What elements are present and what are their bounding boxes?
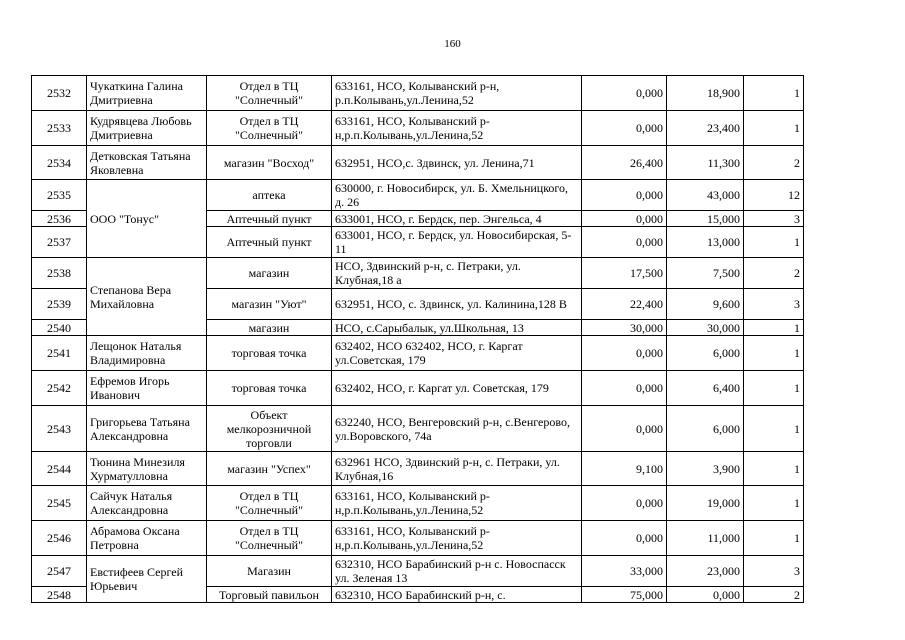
row-number: 2541 (32, 336, 87, 371)
value-1: 0,000 (582, 180, 667, 211)
value-1: 0,000 (582, 336, 667, 371)
table-row (32, 556, 804, 587)
value-1: 33,000 (582, 556, 667, 587)
table-row (32, 371, 804, 406)
address: 632951, НСО, с. Здвинск, ул. Калинина,128 В (332, 289, 582, 320)
object-type: магазин "Уют" (207, 289, 332, 320)
table-row (32, 336, 804, 371)
object-type: Отдел в ТЦ "Солнечный" (207, 76, 332, 111)
table-row (32, 406, 804, 452)
row-number: 2543 (32, 406, 87, 452)
row-number: 2538 (32, 258, 87, 289)
value-1: 26,400 (582, 146, 667, 180)
value-2: 11,300 (667, 146, 744, 180)
value-3: 3 (744, 211, 804, 227)
object-type: аптека (207, 180, 332, 211)
value-3: 1 (744, 521, 804, 556)
object-type: магазин (207, 320, 332, 336)
address: 633161, НСО, Колыванский р-н, р.п.Колывань,ул.Ленина,52 (332, 76, 582, 111)
address: 632310, НСО Барабинский р-н с. Новоспасск ул. Зеленая 13 (332, 556, 582, 587)
object-type: торговая точка (207, 336, 332, 371)
object-type: Отдел в ТЦ "Солнечный" (207, 111, 332, 146)
value-3: 2 (744, 587, 804, 603)
address: 632961 НСО, Здвинский р-н, с. Петраки, ул. Клубная,16 (332, 452, 582, 486)
table-row (32, 76, 804, 111)
object-type: магазин (207, 258, 332, 289)
address: 632402, НСО 632402, НСО, г. Каргат ул.Советская, 179 (332, 336, 582, 371)
owner-name: Чукаткина Галина Дмитриевна (87, 76, 207, 111)
object-type: Отдел в ТЦ "Солнечный" (207, 521, 332, 556)
value-1: 0,000 (582, 371, 667, 406)
value-2: 30,000 (667, 320, 744, 336)
value-2: 19,000 (667, 486, 744, 521)
table-row (32, 486, 804, 521)
value-2: 9,600 (667, 289, 744, 320)
value-2: 6,400 (667, 371, 744, 406)
table-row (32, 111, 804, 146)
value-2: 18,900 (667, 76, 744, 111)
value-3: 1 (744, 76, 804, 111)
row-number: 2537 (32, 227, 87, 258)
object-type: торговая точка (207, 371, 332, 406)
value-2: 11,000 (667, 521, 744, 556)
row-number: 2535 (32, 180, 87, 211)
object-type: магазин "Успех" (207, 452, 332, 486)
address: 633001, НСО, г. Бердск, ул. Новосибирская, 5-11 (332, 227, 582, 258)
value-1: 75,000 (582, 587, 667, 603)
value-2: 0,000 (667, 587, 744, 603)
row-number: 2542 (32, 371, 87, 406)
value-1: 0,000 (582, 486, 667, 521)
row-number: 2539 (32, 289, 87, 320)
value-3: 1 (744, 320, 804, 336)
value-2: 3,900 (667, 452, 744, 486)
owner-name: Детковская Татьяна Яковлевна (87, 146, 207, 180)
owner-name: Абрамова Оксана Петровна (87, 521, 207, 556)
row-number: 2532 (32, 76, 87, 111)
row-number: 2536 (32, 211, 87, 227)
object-type: Аптечный пункт (207, 227, 332, 258)
value-1: 0,000 (582, 76, 667, 111)
address: 632310, НСО Барабинский р-н, с. (332, 587, 582, 603)
value-2: 23,000 (667, 556, 744, 587)
table-row (32, 146, 804, 180)
value-1: 22,400 (582, 289, 667, 320)
value-3: 1 (744, 227, 804, 258)
object-type: Объект мелкорозничной торговли (207, 406, 332, 452)
object-type: магазин "Восход" (207, 146, 332, 180)
address: 633161, НСО, Колыванский р-н,р.п.Колывань,ул.Ленина,52 (332, 486, 582, 521)
value-1: 17,500 (582, 258, 667, 289)
address: НСО, с.Сарыбалык, ул.Школьная, 13 (332, 320, 582, 336)
owner-name: Степанова Вера Михайловна (87, 258, 207, 336)
value-2: 23,400 (667, 111, 744, 146)
value-3: 12 (744, 180, 804, 211)
object-type: Магазин (207, 556, 332, 587)
value-3: 1 (744, 486, 804, 521)
address: 633161, НСО, Колыванский р-н,р.п.Колывань,ул.Ленина,52 (332, 521, 582, 556)
row-number: 2540 (32, 320, 87, 336)
owner-name: Кудрявцева Любовь Дмитриевна (87, 111, 207, 146)
value-2: 6,000 (667, 406, 744, 452)
value-3: 2 (744, 258, 804, 289)
address: 633001, НСО, г. Бердск, пер. Энгельса, 4 (332, 211, 582, 227)
object-type: Отдел в ТЦ "Солнечный" (207, 486, 332, 521)
owner-name: Евстифеев Сергей Юрьевич (87, 556, 207, 603)
row-number: 2545 (32, 486, 87, 521)
row-number: 2548 (32, 587, 87, 603)
value-1: 0,000 (582, 521, 667, 556)
row-number: 2546 (32, 521, 87, 556)
value-3: 1 (744, 406, 804, 452)
value-1: 9,100 (582, 452, 667, 486)
table-row (32, 521, 804, 556)
table-row (32, 258, 804, 289)
value-1: 0,000 (582, 111, 667, 146)
address: 633161, НСО, Колыванский р-н,р.п.Колывань,ул.Ленина,52 (332, 111, 582, 146)
value-3: 1 (744, 371, 804, 406)
value-3: 3 (744, 556, 804, 587)
address: 632951, НСО,с. Здвинск, ул. Ленина,71 (332, 146, 582, 180)
value-1: 0,000 (582, 406, 667, 452)
row-number: 2533 (32, 111, 87, 146)
value-3: 3 (744, 289, 804, 320)
value-1: 0,000 (582, 211, 667, 227)
address: НСО, Здвинский р-н, с. Петраки, ул. Клубная,18 а (332, 258, 582, 289)
value-2: 43,000 (667, 180, 744, 211)
value-3: 1 (744, 336, 804, 371)
value-1: 30,000 (582, 320, 667, 336)
owner-name: Тюнина Минезиля Хурматулловна (87, 452, 207, 486)
object-type: Аптечный пункт (207, 211, 332, 227)
value-3: 1 (744, 452, 804, 486)
owner-name: Лещонок Наталья Владимировна (87, 336, 207, 371)
address: 632240, НСО, Венгеровский р-н, с.Венгерово, ул.Воровского, 74а (332, 406, 582, 452)
row-number: 2544 (32, 452, 87, 486)
owner-name: Григорьева Татьяна Александровна (87, 406, 207, 452)
value-1: 0,000 (582, 227, 667, 258)
table-row (32, 452, 804, 486)
value-3: 2 (744, 146, 804, 180)
owner-name: Ефремов Игорь Иванович (87, 371, 207, 406)
registry-table (31, 75, 804, 603)
value-2: 15,000 (667, 211, 744, 227)
object-type: Торговый павильон (207, 587, 332, 603)
value-2: 7,500 (667, 258, 744, 289)
row-number: 2534 (32, 146, 87, 180)
owner-name: Сайчук Наталья Александровна (87, 486, 207, 521)
address: 630000, г. Новосибирск, ул. Б. Хмельницкого, д. 26 (332, 180, 582, 211)
page-number: 160 (444, 38, 461, 50)
value-2: 6,000 (667, 336, 744, 371)
owner-name: ООО "Тонус" (87, 180, 207, 258)
value-3: 1 (744, 111, 804, 146)
table-row (32, 180, 804, 211)
value-2: 13,000 (667, 227, 744, 258)
address: 632402, НСО, г. Каргат ул. Советская, 179 (332, 371, 582, 406)
row-number: 2547 (32, 556, 87, 587)
